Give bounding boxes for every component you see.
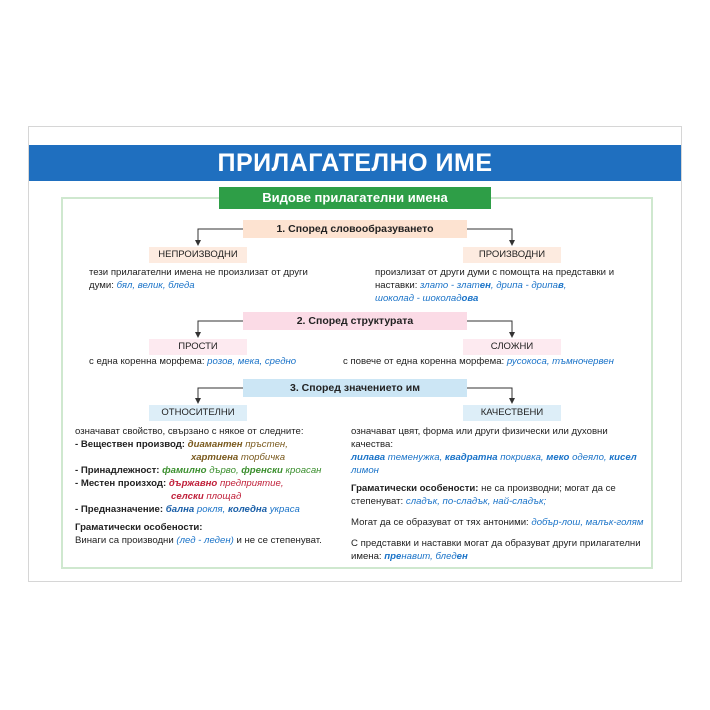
label-compound: СЛОЖНИ xyxy=(463,339,561,355)
poster xyxy=(28,126,682,582)
label-nonderived: НЕПРОИЗВОДНИ xyxy=(149,247,247,263)
section-1-header: 1. Според словообразуването xyxy=(243,220,467,238)
label-relative: ОТНОСИТЕЛНИ xyxy=(149,405,247,421)
label-simple: ПРОСТИ xyxy=(149,339,247,355)
label-derived: ПРОИЗВОДНИ xyxy=(463,247,561,263)
derived-desc: произлизат от други думи с помощта на представки и наставки: злато - златен, дрипа - дрипав, шоколад - шоколадова xyxy=(375,267,615,304)
nonderived-desc: тези прилагателни имена не произлизат от други думи: бял, велик, бледа xyxy=(89,267,308,291)
subtitle-banner: Видове прилагателни имена xyxy=(219,187,491,209)
relative-desc: означават свойство, свързано с някое от следните: - Веществен производ: диамантен пръстен, хартиена торбичка - Принадлежност: фамилно дърво, френски кроасан - Местен произход: държавно предприятие, селски площад - Предназначение: бална рокля, коледна украса Граматически особености: Винаги са производни (лед - леден) и не се степенуват. xyxy=(75,426,322,546)
simple-desc: с една коренна морфема: розов, мека, средно xyxy=(89,356,297,367)
section-2-header: 2. Според структурата xyxy=(243,312,467,330)
compound-desc: с повече от една коренна морфема: русокоса, тъмночервен xyxy=(343,356,614,367)
page-title: ПРИЛАГАТЕЛНО ИМЕ xyxy=(29,145,681,181)
label-qualitative: КАЧЕСТВЕНИ xyxy=(463,405,561,421)
section-3-header: 3. Според значението им xyxy=(243,379,467,397)
qualitative-desc: означават цвят, форма или други физически или духовни качества: лилава теменужка, квадратна покривка, меко одеяло, кисел лимон Граматически особености: не са производни; могат да се степенуват: сладък, по-сладък, най-сладък; Могат да се образуват от тях антоними: добър-лош, малък-голям С представки и наставки могат да образуват други прилагателни имена: пренавит, бледен xyxy=(351,426,644,562)
